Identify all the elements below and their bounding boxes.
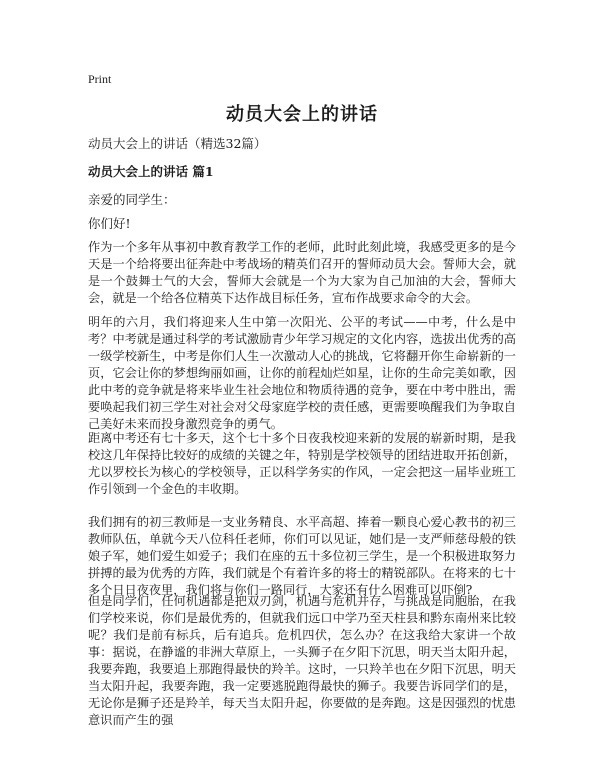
salutation: 亲爱的同学生： (88, 192, 176, 207)
paragraph-3: 距离中考还有七十多天，这个七十多个日夜我校迎来新的发展的崭新时期，是我校这几年保持比较好的成绩的关键之年，特别是学校领导的团结进取开拓创新，尤以罗校长为核心的学校领导，正以科学务实的作风，一定会把这一届毕业班工作引领到一个金色的丰收期。 (88, 431, 516, 496)
document-title: 动员大会上的讲话 (226, 104, 378, 125)
paragraph-2: 明年的六月，我们将迎来人生中第一次阳光、公平的考试——中考，什么是中考？中考就是通过科学的考试激励青少年学习规定的文化内容，选拔出优秀的高一级学校新生，中考是你们人生一次激动人心的挑战，它将翻开你生命崭新的一页，它会让你的梦想绚丽如画，让你的前程灿烂如星，让你的生命完美如歌，因此中考的竞争就是将来毕业生社会地位和物质待遇的竞争，要在中考中胜出，需要唤起我们初三学生对社会对父母家庭学校的责任感，更需要唤醒我们为争取自己美好未来而投身激烈竞争的勇气。 (88, 315, 516, 431)
document-subtitle: 动员大会上的讲话（精选32篇） (88, 136, 267, 151)
paragraph-1: 作为一个多年从事初中教育教学工作的老师，此时此刻此境，我感受更多的是今天是一个给将要出征奔赴中考战场的精英们召开的誓师动员大会。誓师大会，就是一个鼓舞士气的大会，誓师大会就是一个为大家为自己加油的大会，誓师大会，就是一个给各位精英下达作战目标任务，宣布作战要求命令的大会。 (88, 240, 516, 305)
greeting: 你们好! (88, 216, 131, 231)
paragraph-5: 但是同学们，任何机遇都是把双刃剑，机遇与危机并存，与挑战是同胞胎，在我们学校来说，你们是最优秀的，但就我们远口中学乃至天柱县和黔东南州来比较呢？我们是前有标兵，后有追兵。危机四伏，怎么办？在这我给大家讲一个故事：据说，在静谧的非洲大草原上，一头狮子在夕阳下沉思，明天当太阳升起，我要奔跑，我要追上那跑得最快的羚羊。这时，一只羚羊也在夕阳下沉思，明天当太阳升起，我要奔跑，我一定要逃脱跑得最快的狮子。我要告诉同学们的是，无论你是狮子还是羚羊，每天当太阳升起，你要做的是奔跑。这是因强烈的忧患意识而产生的强 (88, 594, 516, 727)
paragraph-4: 我们拥有的初三教师是一支业务精良、水平高超、捧着一颗良心爱心教书的初三教师队伍，单就今天八位科任老师，你们可以见证，她们是一支严师慈母般的铁娘子军，她们爱生如爱子；我们在座的五十多位初三学生，是一个积极进取努力拼搏的最为优秀的方阵，我们就是个有着许多的将士的精锐部队。在将来的七十多个日日夜夜里，我们将与你们一路同行，大家还有什么困难可以吓倒? (88, 515, 516, 597)
print-link[interactable]: Print (88, 72, 112, 86)
section-heading: 动员大会上的讲话 篇1 (88, 164, 214, 179)
